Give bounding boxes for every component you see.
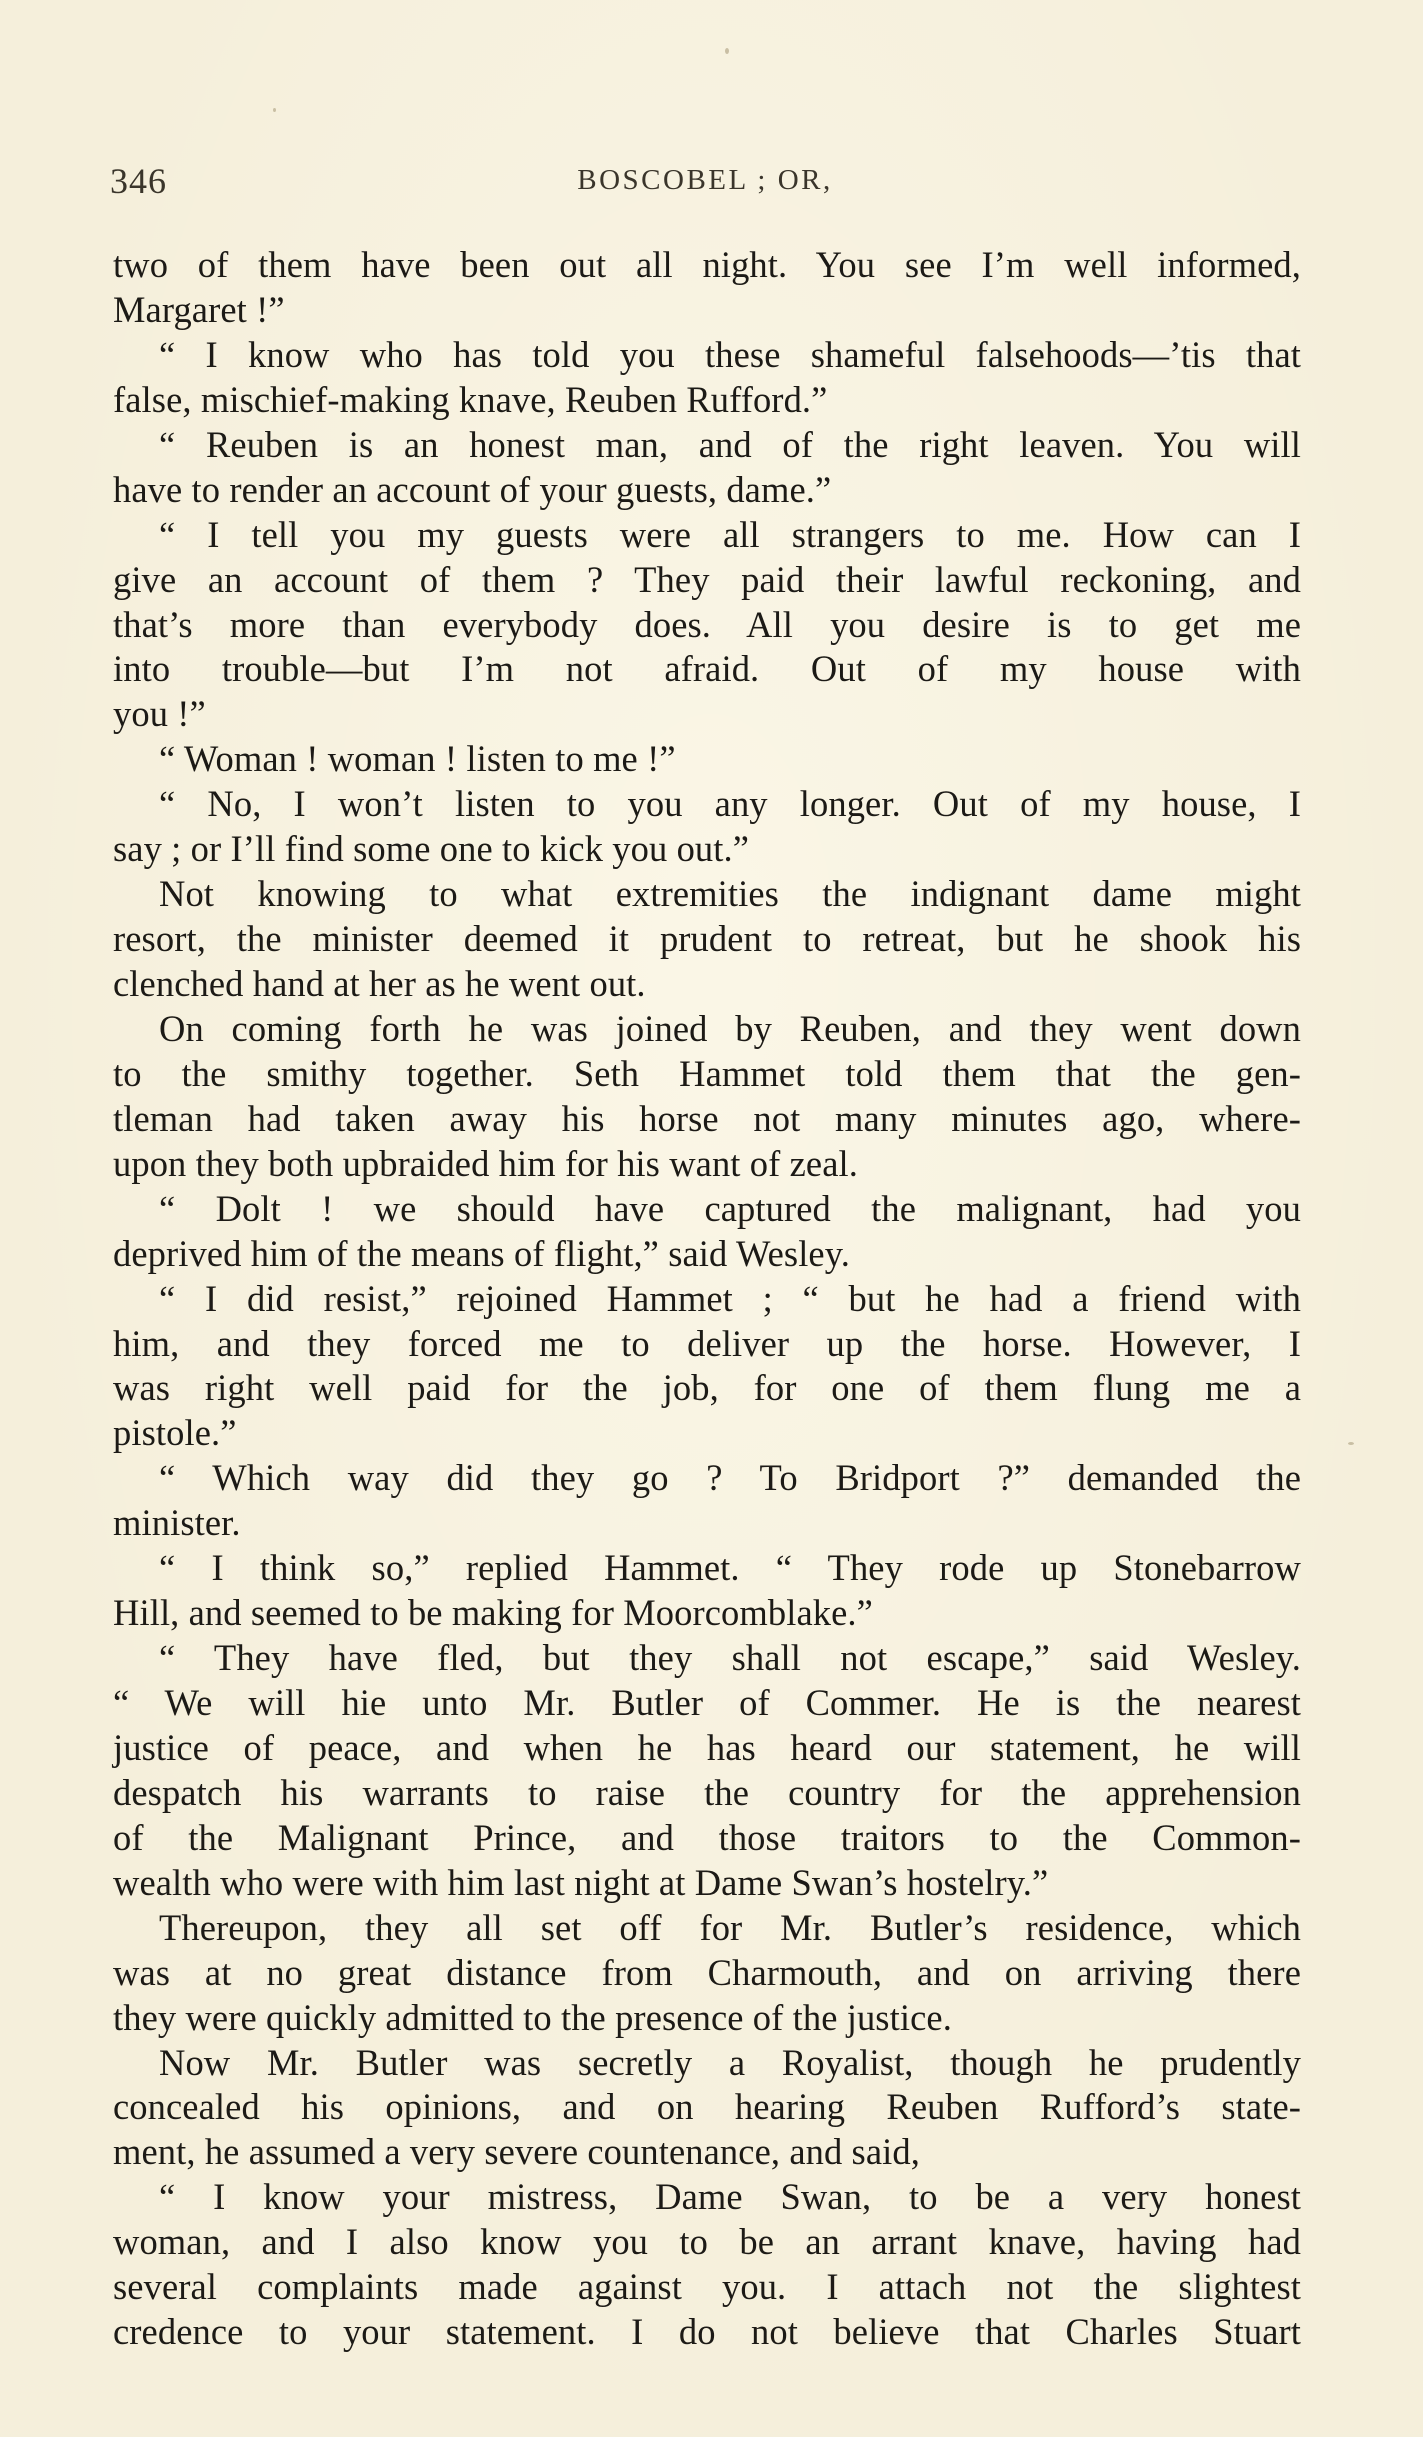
text-line: “ Dolt ! we should have captured the malignant, had you <box>159 1187 1301 1229</box>
text-line: say ; or I’ll find some one to kick you out.” <box>113 828 750 870</box>
paper-speck <box>1348 1442 1354 1445</box>
text-line: “ I know your mistress, Dame Swan, to be a very honest <box>159 2176 1301 2218</box>
text-line: resort, the minister deemed it prudent to retreat, but he shook his <box>113 918 1301 960</box>
paper-speck <box>273 108 276 112</box>
text-line: “ I think so,” replied Hammet. “ They rode up Stonebarrow <box>159 1547 1301 1589</box>
text-line: several complaints made against you. I attach not the slightest <box>113 2266 1301 2308</box>
text-line: have to render an account of your guests, dame.” <box>113 468 832 510</box>
text-line: “ Woman ! woman ! listen to me !” <box>159 738 676 780</box>
text-line: “ No, I won’t listen to you any longer. Out of my house, I <box>159 783 1301 825</box>
text-line: they were quickly admitted to the presence of the justice. <box>113 1996 952 2038</box>
text-line: “ They have fled, but they shall not escape,” said Wesley. <box>159 1637 1301 1679</box>
text-line: credence to your statement. I do not believe that Charles Stuart <box>113 2311 1301 2353</box>
text-line: to the smithy together. Seth Hammet told them that the gen- <box>113 1052 1301 1094</box>
text-line: was right well paid for the job, for one of them flung me a <box>113 1367 1301 1409</box>
running-head: BOSCOBEL ; OR, <box>577 164 833 196</box>
text-line: “ Reuben is an honest man, and of the right leaven. You will <box>159 423 1301 465</box>
text-line: upon they both upbraided him for his want of zeal. <box>113 1142 858 1184</box>
text-line: him, and they forced me to deliver up the horse. However, I <box>113 1322 1301 1364</box>
text-line: Hill, and seemed to be making for Moorcomblake.” <box>113 1592 873 1634</box>
text-line: pistole.” <box>113 1412 237 1454</box>
text-line: deprived him of the means of flight,” said Wesley. <box>113 1232 850 1274</box>
text-line: “ I tell you my guests were all strangers to me. How can I <box>159 513 1301 555</box>
text-line: give an account of them ? They paid their lawful reckoning, and <box>113 558 1301 600</box>
text-line: two of them have been out all night. You see I’m well informed, <box>113 244 1301 285</box>
body-text <box>113 243 1301 2355</box>
paper-speck <box>725 48 729 54</box>
text-line: of the Malignant Prince, and those traitors to the Common- <box>113 1816 1301 1858</box>
text-line: ment, he assumed a very severe countenance, and said, <box>113 2131 920 2173</box>
text-line: Not knowing to what extremities the indignant dame might <box>159 873 1301 915</box>
text-line: “ I know who has told you these shameful falsehoods—’tis that <box>159 333 1301 375</box>
text-line: false, mischief-making knave, Reuben Rufford.” <box>113 378 828 420</box>
text-line: Thereupon, they all set off for Mr. Butler’s residence, which <box>159 1906 1301 1948</box>
text-line: tleman had taken away his horse not many minutes ago, where- <box>113 1097 1301 1139</box>
text-line: Margaret !” <box>113 288 285 330</box>
text-line: “ I did resist,” rejoined Hammet ; “ but he had a friend with <box>159 1277 1301 1319</box>
text-line: Now Mr. Butler was secretly a Royalist, though he prudently <box>159 2041 1301 2083</box>
text-line: concealed his opinions, and on hearing Reuben Rufford’s state- <box>113 2086 1301 2128</box>
text-line: wealth who were with him last night at Dame Swan’s hostelry.” <box>113 1861 1049 1903</box>
text-line: clenched hand at her as he went out. <box>113 963 646 1004</box>
text-line: that’s more than everybody does. All you desire is to get me <box>113 603 1301 645</box>
text-line: justice of peace, and when he has heard our statement, he will <box>113 1726 1301 1768</box>
page-header <box>110 160 1300 210</box>
page-number: 346 <box>110 161 167 201</box>
text-line: minister. <box>113 1502 241 1544</box>
text-line: “ We will hie unto Mr. Butler of Commer. He is the nearest <box>113 1682 1301 1723</box>
text-line: into trouble—but I’m not afraid. Out of my house with <box>113 648 1301 690</box>
text-line: you !” <box>113 693 206 735</box>
text-line: despatch his warrants to raise the country for the apprehension <box>113 1771 1301 1813</box>
text-line: was at no great distance from Charmouth, and on arriving there <box>113 1951 1301 1993</box>
text-line: On coming forth he was joined by Reuben, and they went down <box>159 1007 1301 1049</box>
text-line: woman, and I also know you to be an arrant knave, having had <box>113 2221 1301 2263</box>
text-line: “ Which way did they go ? To Bridport ?” demanded the <box>159 1457 1301 1499</box>
